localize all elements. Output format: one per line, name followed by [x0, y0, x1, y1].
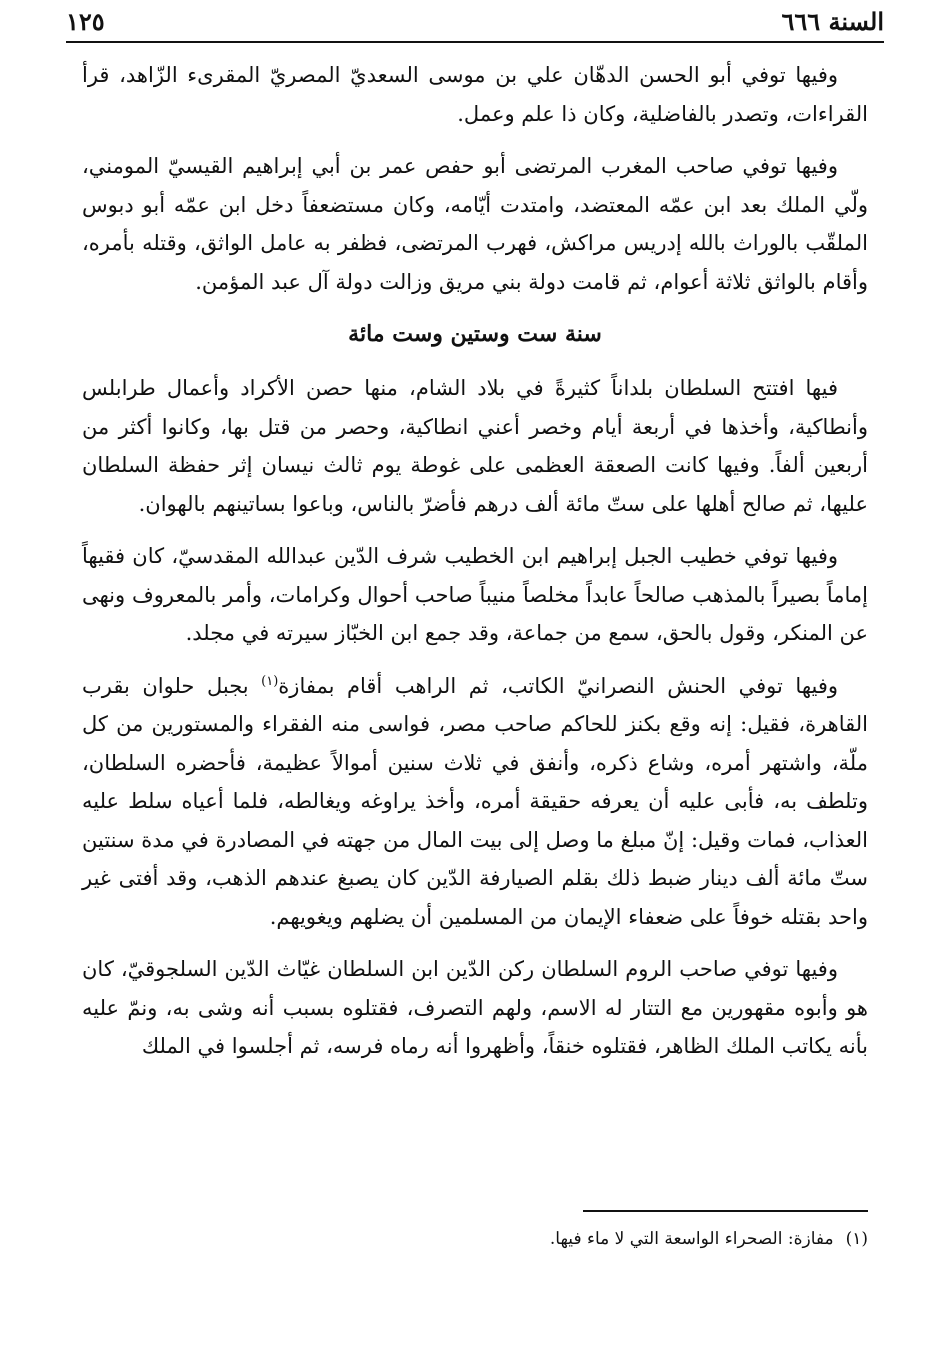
footnote-text: مفازة: الصحراء الواسعة التي لا ماء فيها.: [549, 1229, 834, 1249]
header-year-title: السنة ٦٦٦: [781, 6, 884, 36]
paragraph-rukn-din: وفيها توفي صاحب الروم السلطان ركن الدّين ابن السلطان غيّاث الدّين السلجوقيّ، كان هو وأبوه مقهورين مع التتار له الاسم، ولهم التصرف، فقتلوه بسبب أنه وشى به، ونمّ عليه بأنه يكاتب الملك الظاهر، فقتلوه خنقاً، وأظهروا أنه رماه فرسه، ثم أجلسوا في الملك: [82, 957, 868, 1058]
running-header: [66, 4, 884, 38]
section-title: سنة ست وستين وست مائة: [348, 321, 602, 347]
footnote: [82, 1226, 868, 1252]
paragraph-khatib-jabal: وفيها توفي خطيب الجبل إبراهيم ابن الخطيب شرف الدّين عبدالله المقدسيّ، كان فقيهاً إماماً بصيراً بالمذهب صالحاً عابداً مخلصاً منيباً صاحب أحوال وكرامات، وأمر بالمعروف ونهى عن المنكر، وقول بالحق، سمع من جماعة، وقد جمع ابن الخبّاز سيرته في مجلد.: [82, 544, 868, 645]
paragraph-hanash-rest: بجبل حلوان بقرب القاهرة، فقيل: إنه وقع بكنز للحاكم صاحب مصر، فواسى منه الفقراء والمستورين من كل ملّة، واشتهر أمره، وشاع ذكره، وأنفق في ثلاث سنين أموالاً عظيمة، فأحضره السلطان، وتلطف به، فأبى عليه أن يعرفه حقيقة أمره، وأخذ يراوغه ويغالطه، فلما أعياه سلط عليه العذاب، فمات وقيل: إنّ مبلغ ما وصل إلى بيت المال من جهته في المصادرة في مدة سنتين ستّ مائة ألف دينار ضبط ذلك بقلم الصيارفة الدّين كان يصبغ عندهم الذهب، وقد أفتى غير واحد بقتله خوفاً على ضعفاء الإيمان من المسلمين أن يضلهم ويغويهم.: [82, 673, 868, 929]
footnote-reference[interactable]: (١): [261, 673, 279, 689]
paragraph-conquests: فيها افتتح السلطان بلداناً كثيرةً في بلاد الشام، منها حصن الأكراد وأعمال طرابلس وأنطاكية، وأخذها في أربعة أيام وخصر أعني انطاكية، وحصر من قتل بها، وكانوا أكثر من أربعين ألفاً. وفيها كانت الصعقة العظمى على غوطة يوم ثالث نيسان إثر حفظة السلطان عليها، ثم صالح أهلها على ستّ مائة ألف درهم فأضرّ بالناس، وباعوا بساتينهم بالهوان.: [82, 376, 868, 516]
page-body: [82, 56, 868, 1080]
page-number: ١٢٥: [66, 6, 105, 36]
header-rule: [66, 41, 884, 43]
footnote-rule: [583, 1210, 868, 1212]
paragraph-dahhan: وفيها توفي أبو الحسن الدهّان علي بن موسى السعديّ المصريّ المقرىء الزّاهد، قرأ القراءات، وتصدر بالفاضلية، وكان ذا علم وعمل.: [82, 63, 868, 126]
paragraph-hanash: [82, 667, 868, 937]
paragraph-murtada: وفيها توفي صاحب المغرب المرتضى أبو حفص عمر بن أبي إبراهيم القيسيّ المومني، ولّي الملك بعد ابن عمّه المعتضد، وامتدت أيّامه، وكان مستضعفاً دخل ابن عمّه أبو دبوس الملقّب بالوراث بالله إدريس مراكش، فهرب المرتضى، فظفر به عامل الواثق، وقتله بأمره، وأقام بالواثق ثلاثة أعوام، ثم قامت دولة بني مريق وزالت دولة آل عبد المؤمن.: [82, 154, 868, 294]
paragraph-hanash-start: وفيها توفي الحنش النصرانيّ الكاتب، ثم الراهب أقام بمفازة: [278, 673, 839, 698]
footnote-number: (١): [845, 1229, 868, 1249]
